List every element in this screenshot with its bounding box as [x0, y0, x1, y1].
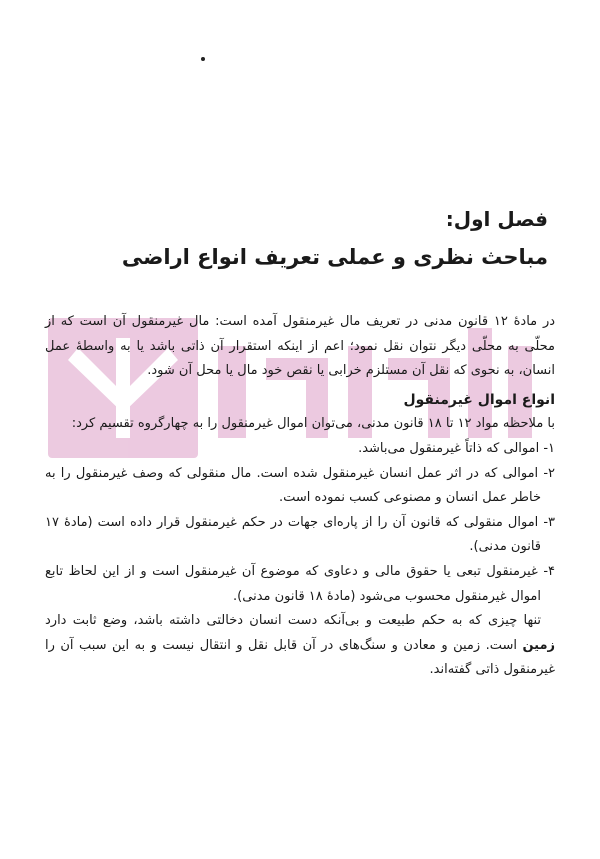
page-mark-dot	[201, 57, 205, 61]
list-item-3: ۳- اموال منقولی که قانون آن را از پاره‌ای جهات در حکم غیرمنقول قرار داده است (مادهٔ ۱۷ قانون مدنی).	[45, 514, 555, 555]
chapter-heading	[48, 205, 548, 271]
closing-part-2: است. زمین و معادن و سنگ‌های در آن قابل نقل و انتقال نیست و به این سبب آن را غیرمنقول ذاتی گفته‌اند.	[45, 637, 555, 678]
chapter-title: فصل اول:	[445, 207, 548, 231]
list-item-4: ۴- غیرمنقول تبعی یا حقوق مالی و دعاوی که موضوع آن غیرمنقول است و از این لحاظ تابع اموال غیرمنقول محسوب می‌شود (مادهٔ ۱۸ قانون مدنی).	[45, 563, 555, 604]
list-item-2: ۲- اموالی که در اثر عمل انسان غیرمنقول شده است. مال منقولی که وصف غیرمنقول را به خاطر عمل انسان و مصنوعی کسب نموده است.	[45, 465, 555, 506]
intro-paragraph: در مادهٔ ۱۲ قانون مدنی در تعریف مال غیرمنقول آمده است: مال غیرمنقول آن است که از محلّی به محلّی دیگر نتوان نقل نمود؛ اعم از اینکه استقرار آن ذاتی باشد یا به واسطهٔ عمل انسان، به نحوی که نقل آن مستلزم خرابی یا نقص خود مال یا محل آن شود.	[45, 314, 556, 379]
body-text	[45, 310, 555, 683]
list-item-1: ۱- اموالی که ذاتاً غیرمنقول می‌باشد.	[358, 440, 555, 456]
chapter-subtitle: مباحث نظری و عملی تعریف انواع اراضی	[121, 245, 548, 269]
lead-paragraph: با ملاحظه مواد ۱۲ تا ۱۸ قانون مدنی، می‌توان اموال غیرمنقول را به چهارگروه تقسیم کرد:	[71, 416, 555, 432]
closing-part-1: تنها چیزی که به حکم طبیعت و بی‌آنکه دست انسان دخالتی داشته باشد، وضع ثابت دارد	[45, 613, 541, 629]
closing-bold-word: زمین	[522, 637, 555, 653]
closing-paragraph	[45, 609, 555, 683]
section-heading: انواع اموال غیرمنقول	[403, 391, 555, 408]
